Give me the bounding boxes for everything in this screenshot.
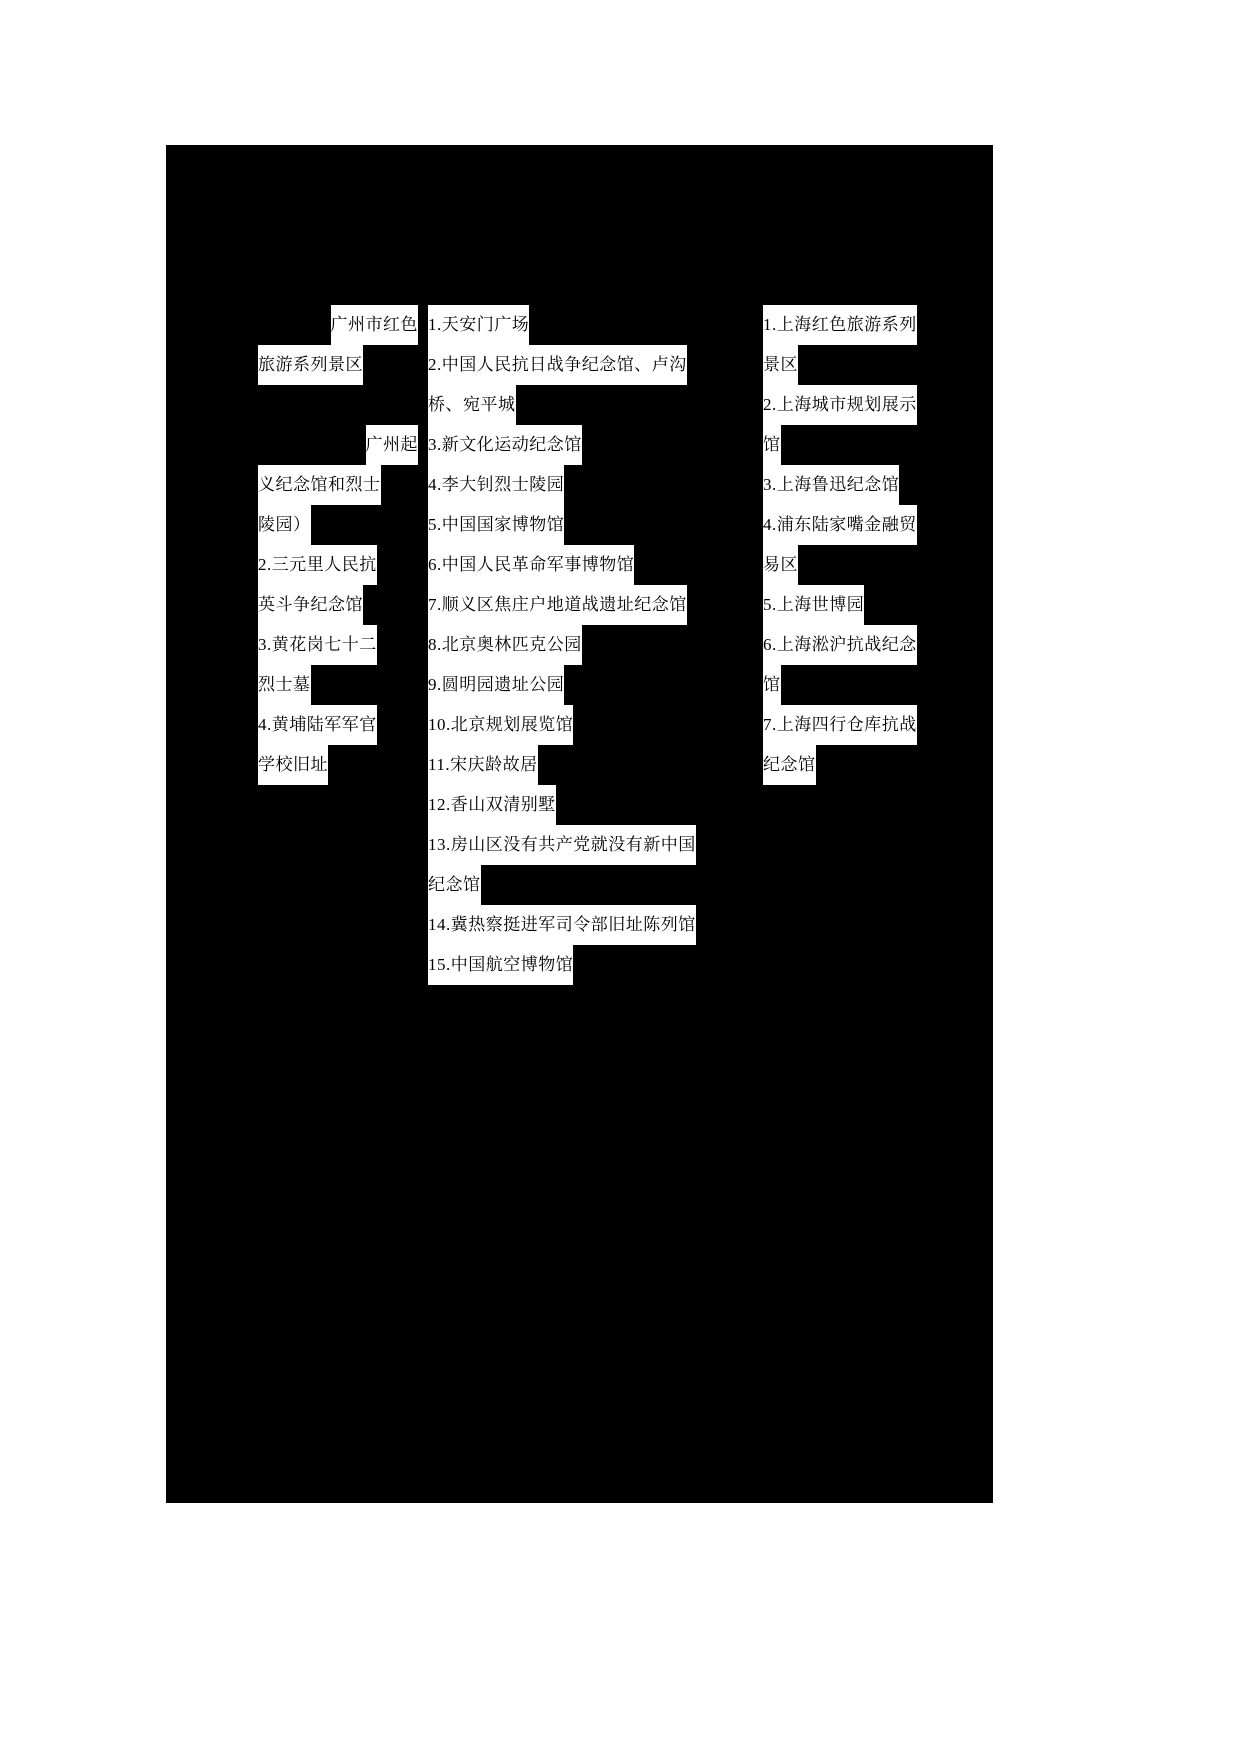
text-line: 4.黄埔陆军军官 [258,705,377,745]
beijing-column [428,305,748,985]
text-line: 11.宋庆龄故居 [428,745,538,785]
text-line: 学校旧址 [258,745,328,785]
text-line: 2.上海城市规划展示 [763,385,917,425]
column-spacer [258,385,418,425]
text-line: 12.香山双清别墅 [428,785,556,825]
text-line: 1.上海红色旅游系列 [763,305,917,345]
text-line: 6.上海淞沪抗战纪念 [763,625,917,665]
shanghai-column [763,305,963,785]
text-line: 7.上海四行仓库抗战 [763,705,917,745]
text-line: 2.中国人民抗日战争纪念馆、卢沟 [428,345,687,385]
text-line: 14.冀热察挺进军司令部旧址陈列馆 [428,905,696,945]
text-line: 英斗争纪念馆 [258,585,363,625]
text-line: 纪念馆 [428,865,481,905]
text-line: 纪念馆 [763,745,816,785]
text-line: 景区 [763,345,798,385]
text-line: 馆 [763,425,781,465]
text-line: 陵园） [258,505,311,545]
text-line: 8.北京奥林匹克公园 [428,625,582,665]
text-line: 易区 [763,545,798,585]
text-line: 烈士墓 [258,665,311,705]
text-line: 4.李大钊烈士陵园 [428,465,564,505]
guangzhou-column [258,305,418,785]
text-line: 1.天安门广场 [428,305,529,345]
text-line: 3.新文化运动纪念馆 [428,425,582,465]
text-line: 6.中国人民革命军事博物馆 [428,545,634,585]
text-line: 义纪念馆和烈士 [258,465,381,505]
text-line: 3.黄花岗七十二 [258,625,377,665]
text-line: 5.上海世博园 [763,585,864,625]
text-line: 广州市红色 [331,305,419,345]
text-line: 4.浦东陆家嘴金融贸 [763,505,917,545]
text-line: 9.圆明园遗址公园 [428,665,564,705]
text-line: 5.中国国家博物馆 [428,505,564,545]
text-line: 旅游系列景区 [258,345,363,385]
text-line: 13.房山区没有共产党就没有新中国 [428,825,696,865]
text-line: 7.顺义区焦庄户地道战遗址纪念馆 [428,585,687,625]
text-line: 馆 [763,665,781,705]
text-line: 广州起 [366,425,419,465]
text-line: 2.三元里人民抗 [258,545,377,585]
text-line: 3.上海鲁迅纪念馆 [763,465,899,505]
text-line: 10.北京规划展览馆 [428,705,573,745]
text-line: 桥、宛平城 [428,385,516,425]
text-line: 15.中国航空博物馆 [428,945,573,985]
